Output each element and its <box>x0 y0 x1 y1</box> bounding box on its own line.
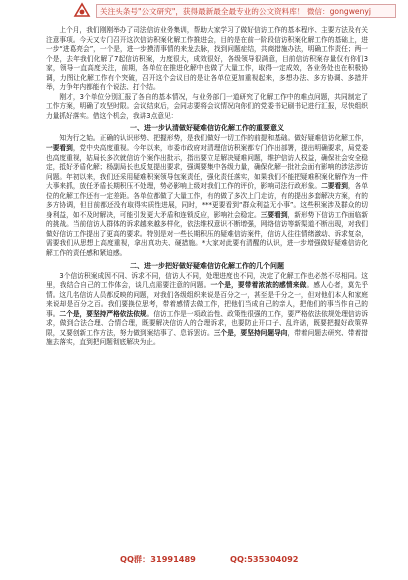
paragraph-text: 上个月，我们刚刚举办了司法信访业务集训，帮助大家学习了做好信访工作的基本程序、主要方法及有关注意事项。今天又专门召开这次信访积案化解工作推进会，目的是在前一阶段信访积案化解工作的基础上，进一步“进葛亮会”，一个是，进一步摸清事情的来龙去脉，找到问题症结，共商措施办法，明确工作责任；两一个是，去年我们化解了7起信访积案，力度很大，成效很好，各级领导很满意，目前信访积案存量仅有你们3家，领导一直高度关注，前期，各单位在推进化解中也做了大量工作，取得一定成效，各业务处也在积极协调，力图让化解工作有个突破，召开这个会议目的是让各单位更加重视起来，多想办法、多方协调、多措并举，力争年内都能有个说法、打个结。 <box>46 26 368 92</box>
footer-contacts <box>80 552 340 566</box>
paragraph-text: ，带着问题去研究、带着措施去落实，直到把问题彻底解决为止。 <box>46 328 368 347</box>
header-banner: 关注头条号"公文研究"，获得最新最全最专业的公文资料库！ 微信：gongwenyj <box>96 4 396 18</box>
paragraph-text: 3个信访积案成因不同、诉求不同，信访人不同，处理进度也不同，决定了化解工作也必然不尽相同。这里，我结合自己的工作体会，谈几点需要注意的问题。 <box>46 271 368 290</box>
paragraph-text: 。感人心者，莫先乎情。这几名信访人员都反映的问题，对我们各级组织来说是百分之一，甚至是千分之一，但对他们本人和家庭来说却是百分之百。我们要换位思考，带着感情去做工作，把他们当成自己的亲人，把他们的事当作自己的事。 <box>46 281 368 318</box>
footer-qq-number: QQ:535304092 <box>230 554 299 564</box>
paragraph-text: 二、进一步把好做好疑难信访化解工作的几个问题 <box>130 261 284 270</box>
footer-qq-group: QQ群：31991489 <box>120 554 196 564</box>
document-body <box>46 26 368 546</box>
body-paragraph <box>46 272 368 348</box>
paragraph-text: ，党中央高度重视。今年以来，市委市政府对清理信访积案都专门作出部署，提出明确要求，局党委也高度重视，姑局长多次就信访个案作出批示，指出要立足解决疑难问题，维护信访人权益，确保社会安全稳定，抵好矛盾化解；杨副局长也反复提出要求，强调要集中各级力量，确保化解一批社会面有影响的涉法涉访问题。年初以来，我们还采用疑难积案领导包案责任，强化责任落实，如果我们不能把疑难积案化解作为一件大事来抓，放任矛盾长期积压不处理，势必影响上级对我们工作的评价，影响司法行政形象。 <box>46 144 368 191</box>
paragraph-text: ，各单位的化解工作还有一定差距。各单位都做了大量工作，有的做了多次上门走访，有的提出多套解决方案，有的多方协调，但目前都还没有取得实质性进展，同时，***更要看到“群众利益无小事”。这些积案涉及群众的切身利益，如不及时解决，可能引发更大矛盾和连锁反应，影响社会稳定。 <box>46 182 368 219</box>
body-paragraph <box>46 93 368 122</box>
paragraph-text: 。信访工作是一项政治性、政策性很强的工作，要严格依法依规处理信访诉求，做到合法合理、合情合理，既要解决信访人的合理诉求，也要防止开口子、乱许诺，既要把握好政策界限，又要创新工作方法，努力做到案结事了、息诉罢访。 <box>46 309 368 337</box>
emphasis-text: 二要看到 <box>321 182 348 191</box>
section-heading <box>46 261 368 271</box>
body-paragraph <box>46 26 368 93</box>
emphasis-text: 一个是，要带着浓浓的感情来做 <box>210 281 307 290</box>
emphasis-text: 三要看到 <box>260 210 288 219</box>
emphasis-text: 三个是，要坚持问题导向 <box>213 328 288 337</box>
emphasis-text: 一要看到 <box>46 144 73 153</box>
paragraph-text: 刚才，3个单位分别汇报了各自的基本情况，与业务部门一道研究了化解工作中的难点问题，共同制定了工作方案，明确了攻坚时限。会议结束后，会同志要将会议情况向你们的党委书记刷书记进行汇报，尽快组织力量抓好落实。借这个机会，我讲3点意见： <box>46 92 368 120</box>
paragraph-text: 一、进一步认清做好疑难信访化解工作的重要意义 <box>130 124 284 133</box>
body-paragraph <box>46 134 368 258</box>
publisher-logo-icon <box>72 2 92 20</box>
paragraph-text: 知为行之始。正确的认识形势、把握形势，是我们做好一切工作的前提和基础。做好疑难信访化解工作， <box>59 134 368 143</box>
section-heading <box>46 123 368 133</box>
paragraph-text: ，新形势下信访工作面临新的挑战。当前信访人群体的诉求越来越多样化，依法维权意识不断增强，网络信访等新渠道不断出现，对我们做好信访工作提出了更高的要求。特别是对一些长期积压的疑难信访案件，信访人往往情绪激动、诉求复杂，需要我们从思想上高度重视，拿出真功夫、硬措施。*大家对此要有清醒的认识，进一步增强做好疑难信访化解工作的责任感和紧迫感。 <box>46 210 368 258</box>
emphasis-text: 二个是，要坚持严格依法依规 <box>59 309 147 318</box>
